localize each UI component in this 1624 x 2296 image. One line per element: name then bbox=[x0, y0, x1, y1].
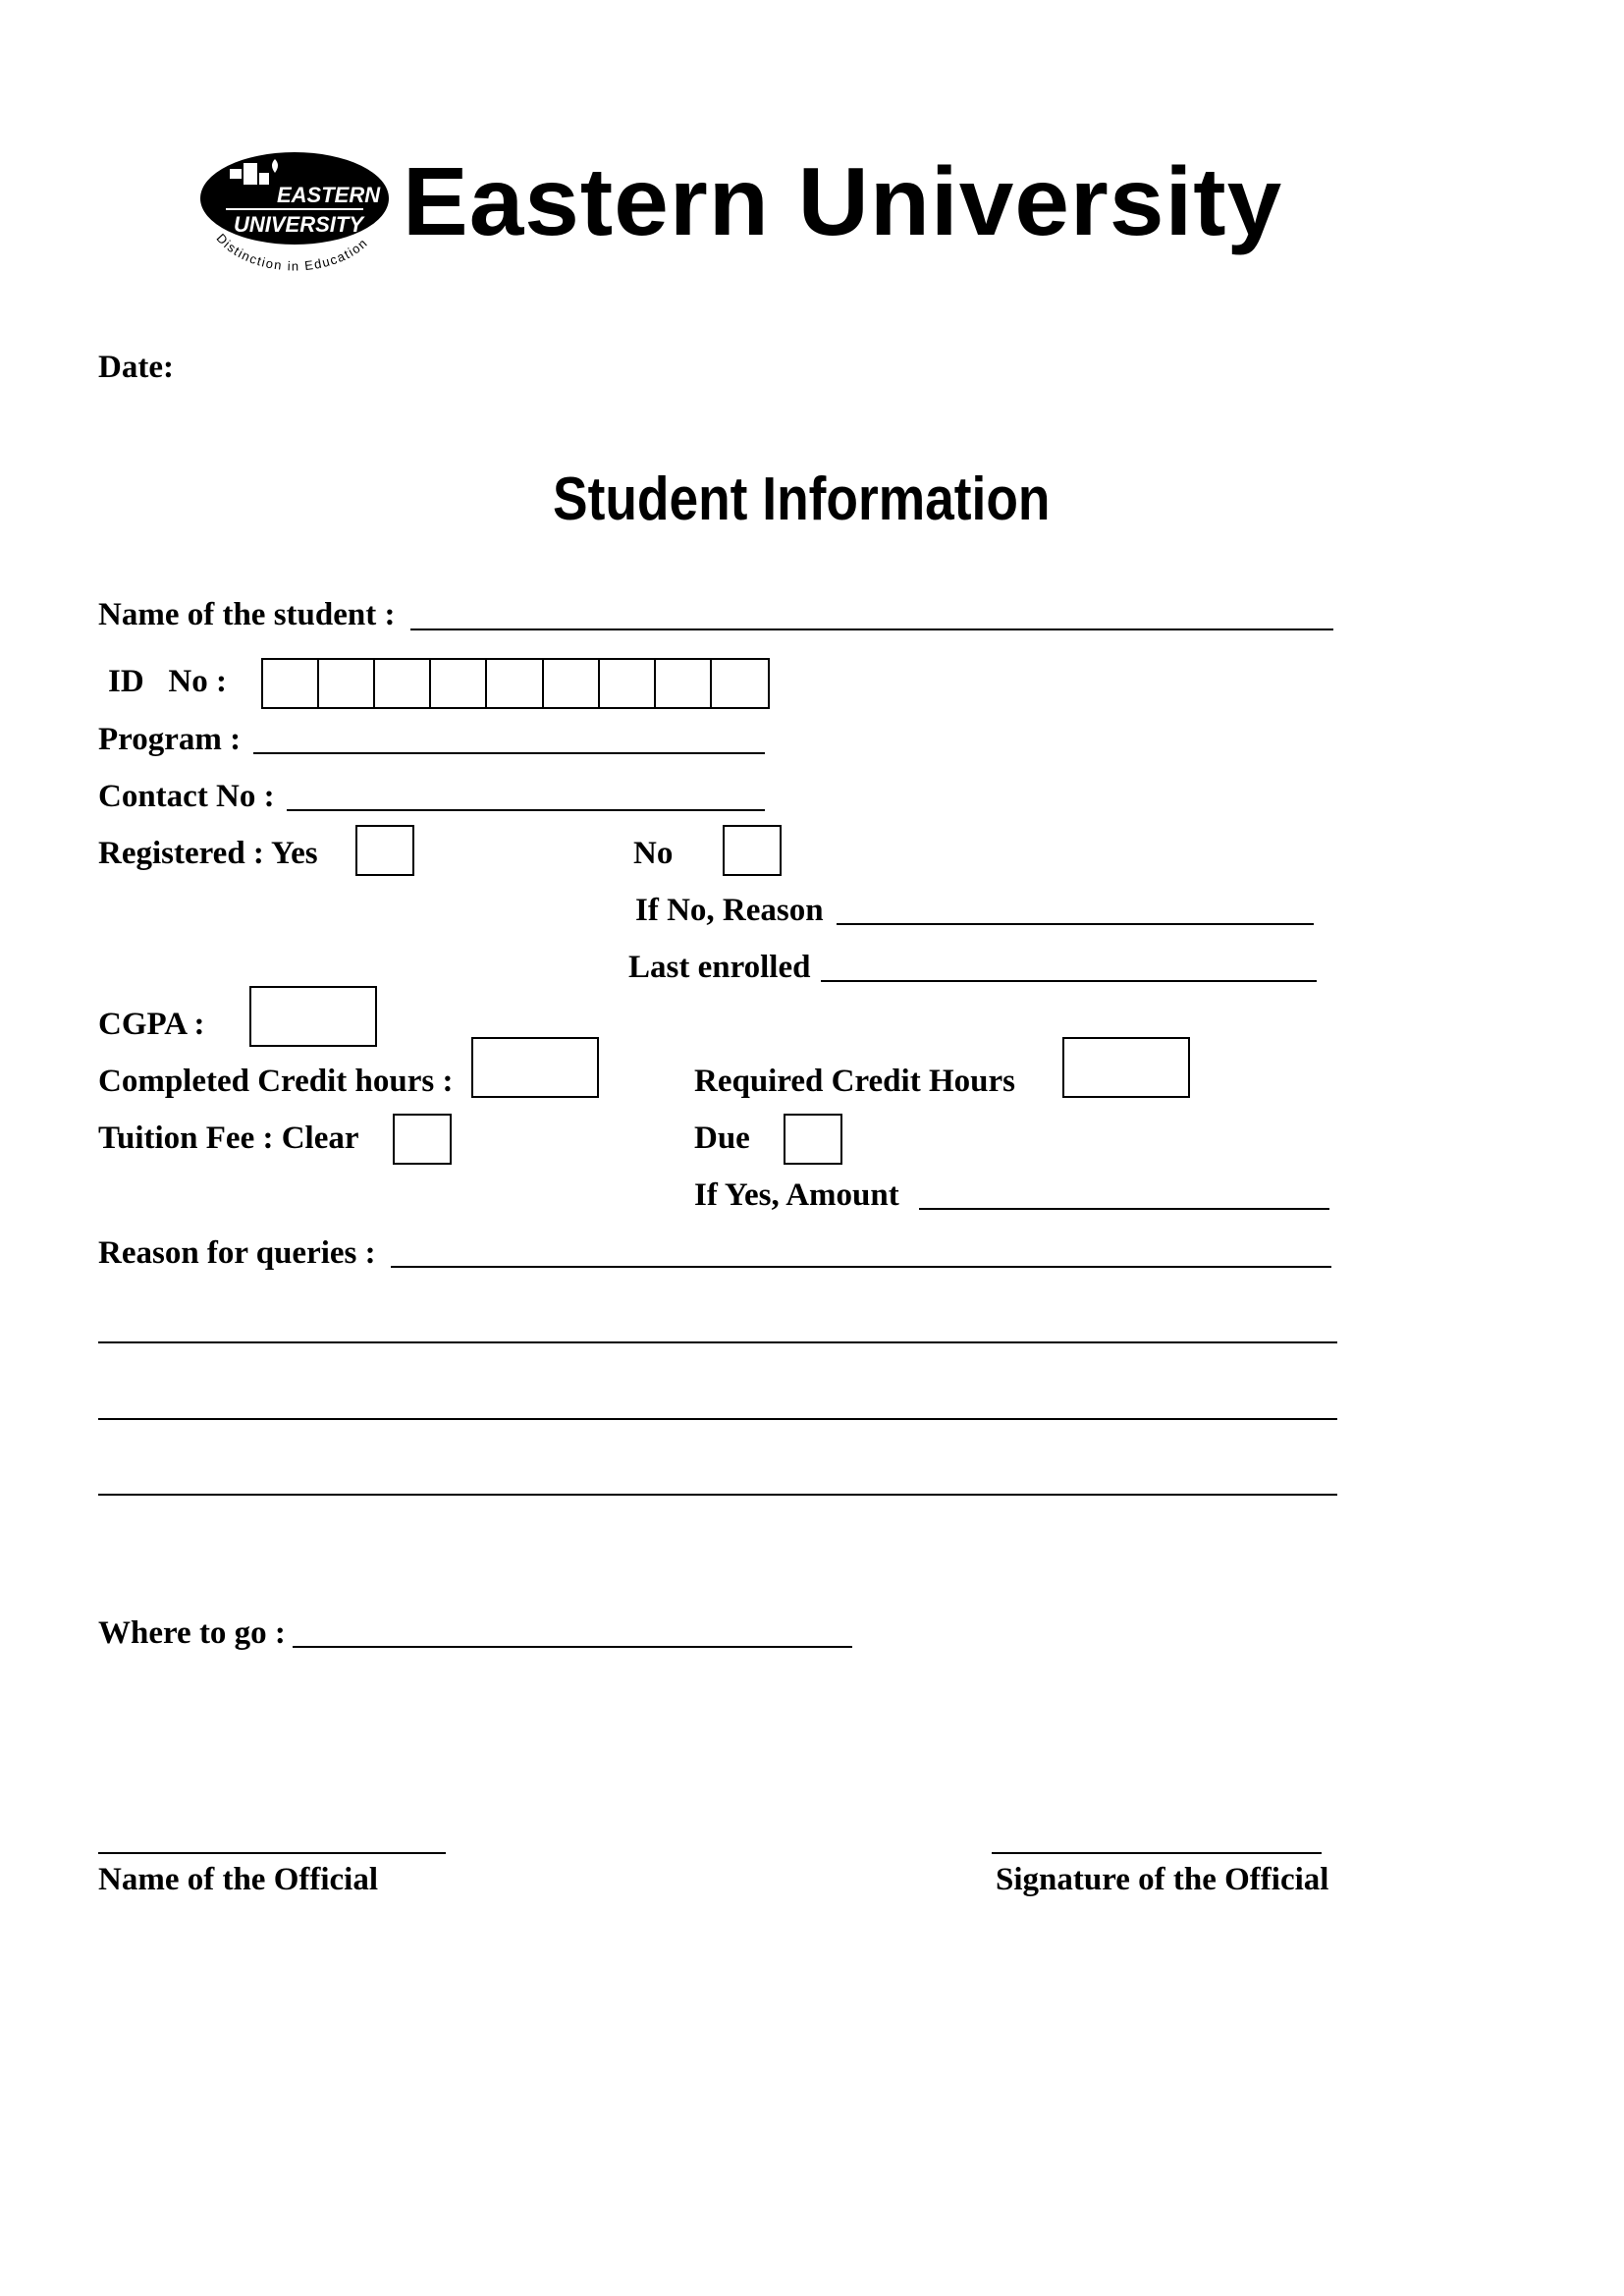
registered-no-label: No bbox=[633, 836, 674, 871]
if-yes-amount-label: If Yes, Amount bbox=[694, 1177, 899, 1213]
registered-label: Registered : Yes bbox=[98, 836, 318, 871]
reason-queries-line-4[interactable] bbox=[98, 1494, 1337, 1496]
id-digit-cell[interactable] bbox=[712, 660, 768, 707]
required-credit-label: Required Credit Hours bbox=[694, 1064, 1015, 1099]
svg-text:EASTERN: EASTERN bbox=[277, 183, 381, 207]
reason-queries-line-2[interactable] bbox=[98, 1341, 1337, 1343]
tuition-clear-label: Tuition Fee : Clear bbox=[98, 1121, 359, 1156]
reason-queries-field[interactable] bbox=[391, 1266, 1331, 1268]
id-no-cells[interactable] bbox=[261, 658, 770, 709]
reason-queries-line-3[interactable] bbox=[98, 1418, 1337, 1420]
tuition-clear-checkbox[interactable] bbox=[393, 1114, 452, 1165]
official-signature-line[interactable] bbox=[992, 1852, 1322, 1854]
id-no-label: ID No : bbox=[108, 664, 227, 699]
official-signature-label: Signature of the Official bbox=[996, 1862, 1329, 1897]
university-logo bbox=[196, 147, 393, 285]
last-enrolled-label: Last enrolled bbox=[628, 950, 811, 985]
svg-text:Distinction in Education: Distinction in Education bbox=[213, 230, 371, 274]
page-title: Student Information bbox=[553, 465, 1051, 533]
where-to-go-label: Where to go : bbox=[98, 1615, 286, 1651]
program-label: Program : bbox=[98, 722, 242, 757]
official-name-label: Name of the Official bbox=[98, 1862, 378, 1897]
if-no-reason-field[interactable] bbox=[837, 923, 1314, 925]
due-label: Due bbox=[694, 1121, 750, 1156]
id-digit-cell[interactable] bbox=[263, 660, 319, 707]
student-name-field[interactable] bbox=[410, 629, 1333, 630]
registered-no-checkbox[interactable] bbox=[723, 825, 782, 876]
cgpa-label: CGPA : bbox=[98, 1007, 205, 1042]
registered-yes-checkbox[interactable] bbox=[355, 825, 414, 876]
id-digit-cell[interactable] bbox=[600, 660, 656, 707]
cgpa-box[interactable] bbox=[249, 986, 377, 1047]
contact-field[interactable] bbox=[287, 809, 765, 811]
contact-label: Contact No : bbox=[98, 779, 275, 814]
id-digit-cell[interactable] bbox=[431, 660, 487, 707]
student-name-label: Name of the student : bbox=[98, 597, 396, 632]
id-digit-cell[interactable] bbox=[319, 660, 375, 707]
id-digit-cell[interactable] bbox=[656, 660, 712, 707]
where-to-go-field[interactable] bbox=[293, 1646, 852, 1648]
if-no-reason-label: If No, Reason bbox=[635, 893, 824, 928]
required-credit-box[interactable] bbox=[1062, 1037, 1190, 1098]
id-digit-cell[interactable] bbox=[487, 660, 543, 707]
brand-name: Eastern University bbox=[403, 147, 1283, 255]
official-name-line[interactable] bbox=[98, 1852, 446, 1854]
completed-credit-label: Completed Credit hours : bbox=[98, 1064, 454, 1099]
reason-queries-label: Reason for queries : bbox=[98, 1235, 376, 1271]
svg-text:UNIVERSITY: UNIVERSITY bbox=[234, 212, 364, 237]
due-checkbox[interactable] bbox=[784, 1114, 842, 1165]
university-logo-icon bbox=[196, 147, 393, 285]
completed-credit-box[interactable] bbox=[471, 1037, 599, 1098]
date-label: Date: bbox=[98, 350, 174, 385]
if-yes-amount-field[interactable] bbox=[919, 1208, 1329, 1210]
id-digit-cell[interactable] bbox=[375, 660, 431, 707]
program-field[interactable] bbox=[253, 752, 765, 754]
id-digit-cell[interactable] bbox=[544, 660, 600, 707]
last-enrolled-field[interactable] bbox=[821, 980, 1317, 982]
